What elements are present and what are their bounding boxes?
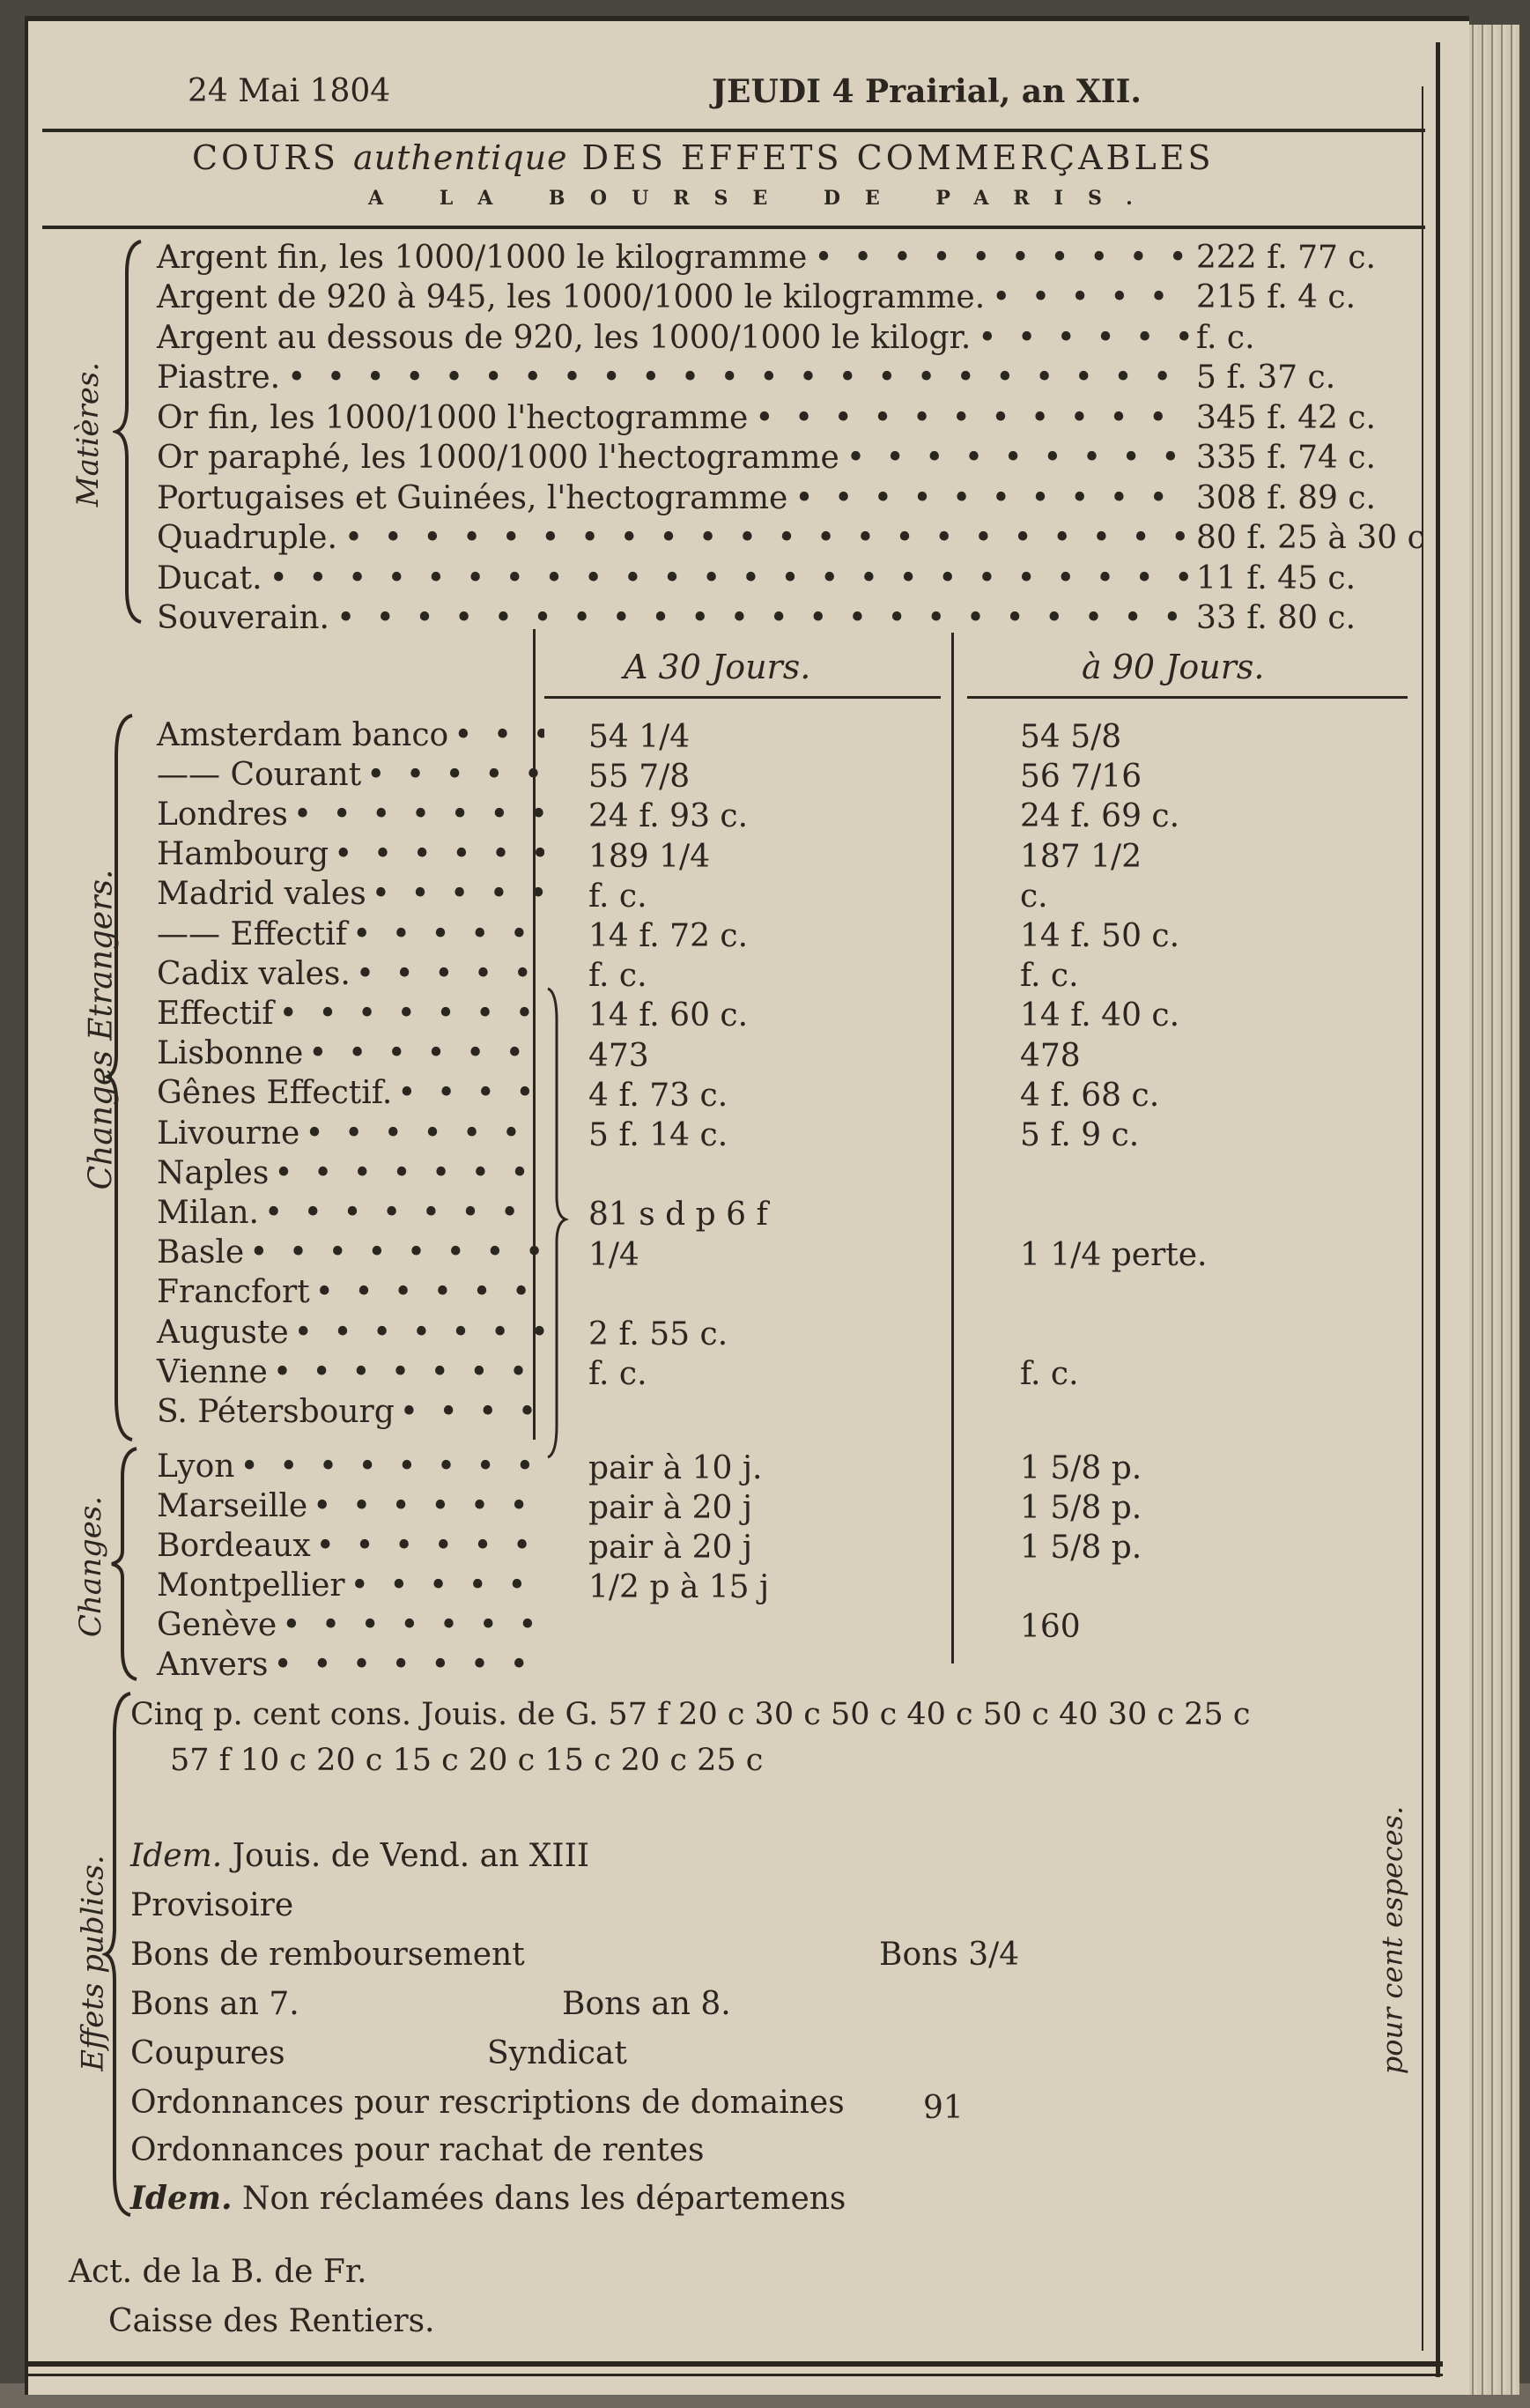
changes-row-label-cell	[157, 1526, 544, 1565]
etrangers-row-label: Gênes Effectif.	[157, 1075, 393, 1112]
etrangers-row-90-days: 1 1/4 perte.	[1020, 1236, 1208, 1273]
etrangers-row-90-days: 14 f. 50 c.	[1020, 918, 1180, 954]
dot-leader	[372, 876, 544, 912]
frame-left	[25, 16, 28, 2395]
dot-leader	[366, 757, 544, 793]
dot-leader	[356, 956, 544, 992]
etrangers-row-label-cell	[157, 1392, 544, 1431]
column-90-days-heading: à 90 Jours.	[1082, 648, 1265, 686]
changes-row-label: Anvers	[157, 1646, 269, 1683]
changes-row-label: Marseille	[157, 1487, 308, 1524]
bons-an-7: Bons an 7.	[130, 1986, 299, 2022]
etrangers-row-label: —— Courant	[157, 756, 362, 793]
dot-leader	[336, 600, 1189, 636]
etrangers-row-label: Milan.	[157, 1194, 259, 1231]
title-start: COURS	[192, 138, 339, 177]
etrangers-row-30-days: 2 f. 55 c.	[588, 1316, 728, 1352]
etrangers-row-label-cell	[157, 1034, 544, 1073]
matieres-row	[157, 519, 1425, 558]
dot-leader	[334, 836, 544, 872]
dot-leader	[274, 1647, 544, 1683]
cinq-pour-cent-line-1: Cinq p. cent cons. Jouis. de G. 57 f 20 c 30 c 50 c 40 c 50 c 40 30 c 25 c	[130, 1697, 1251, 1732]
dot-leader	[315, 1274, 544, 1310]
column-heading-rule-right	[967, 696, 1408, 699]
etrangers-row-label-cell	[157, 755, 544, 794]
bons-remboursement-line: Bons de remboursement	[130, 1937, 525, 1973]
effets-publics-side-note: pour cent especes.	[1375, 1805, 1409, 2075]
matieres-row-price: 308 f. 89 c.	[1196, 479, 1376, 516]
etrangers-row-label-cell	[157, 1313, 544, 1352]
etrangers-row-30-days: f. c.	[588, 958, 647, 995]
matieres-row-price: 335 f. 74 c.	[1196, 440, 1376, 476]
etrangers-row-label-cell	[157, 1074, 544, 1113]
dot-leader	[282, 1607, 544, 1643]
title-rule	[42, 226, 1425, 229]
dot-leader	[795, 480, 1189, 516]
etrangers-row-label: Amsterdam banco	[157, 716, 449, 753]
dot-leader	[293, 796, 544, 833]
etrangers-row-30-days: 473	[588, 1037, 649, 1074]
changes-row-30-days: pair à 20 j	[588, 1530, 752, 1566]
etrangers-row-30-days: 14 f. 60 c.	[588, 997, 749, 1034]
changes-row-label-cell	[157, 1447, 544, 1486]
matieres-row	[157, 359, 1425, 397]
idem-non-reclamees-line	[130, 2180, 846, 2217]
ordonnances-rescriptions: Ordonnances pour rescriptions de domaines	[130, 2085, 845, 2121]
idem-vendemiaire-line	[130, 1838, 589, 1874]
changes-row-label-cell	[157, 1486, 544, 1525]
dot-leader	[273, 1354, 544, 1390]
title-end: DES EFFETS COMMERÇABLES	[581, 138, 1215, 177]
etrangers-row-90-days: 54 5/8	[1020, 719, 1122, 755]
dot-leader	[352, 916, 544, 952]
etrangers-row-label: Cadix vales.	[157, 955, 351, 992]
etrangers-row-label-cell	[157, 954, 544, 993]
etrangers-row-90-days: 478	[1020, 1037, 1081, 1074]
matieres-row-price: 33 f. 80 c.	[1196, 600, 1356, 636]
matieres-row	[157, 599, 1425, 638]
etrangers-row-label-cell	[157, 1234, 544, 1272]
dot-leader	[400, 1394, 544, 1430]
matieres-section-label: Matières.	[70, 361, 107, 508]
dot-leader	[316, 1528, 544, 1564]
etrangers-row-30-days: 14 f. 72 c.	[588, 918, 749, 954]
etrangers-row-label-cell	[157, 715, 544, 754]
etrangers-row-label-cell	[157, 835, 544, 874]
changes-row-label-cell	[157, 1645, 544, 1684]
dot-leader	[313, 1488, 544, 1524]
etrangers-row-30-days: 1/4	[588, 1236, 639, 1273]
etrangers-row-label: S. Pétersbourg	[157, 1393, 395, 1430]
header-rule	[42, 129, 1425, 132]
etrangers-row-90-days: 56 7/16	[1020, 759, 1142, 796]
matieres-row-label: Piastre.	[157, 359, 281, 396]
etrangers-row-30-days: 54 1/4	[588, 719, 691, 755]
etrangers-row-label: Effectif	[157, 995, 274, 1032]
matieres-row-price: 215 f. 4 c.	[1196, 279, 1356, 315]
etrangers-row-30-days: 189 1/4	[588, 838, 711, 875]
dot-leader	[308, 1035, 544, 1071]
dot-leader	[846, 440, 1189, 476]
etrangers-row-label: Hambourg	[157, 836, 329, 873]
matieres-row	[157, 238, 1425, 277]
etrangers-row-label-cell	[157, 1352, 544, 1391]
changes-row-90-days: 1 5/8 p.	[1020, 1450, 1142, 1486]
etrangers-row-label: Madrid vales	[157, 876, 366, 913]
dot-leader	[992, 279, 1189, 315]
etrangers-row-label: —— Effectif	[157, 915, 348, 952]
page-subtitle: A LA BOURSE DE PARIS.	[368, 187, 1157, 210]
dot-leader	[287, 359, 1189, 396]
etrangers-row-label-cell	[157, 1273, 544, 1312]
etrangers-row-90-days: 187 1/2	[1020, 838, 1142, 875]
etrangers-row-label-cell	[157, 1114, 544, 1152]
idem2-label: Idem.	[130, 2180, 233, 2217]
dot-leader	[270, 560, 1189, 596]
etrangers-row-label: Auguste	[157, 1314, 289, 1351]
changes-section-label: Changes.	[73, 1495, 109, 1638]
changes-etrangers-right-brace	[544, 985, 571, 1461]
matieres-row	[157, 478, 1425, 517]
idem2-text: Non réclamées dans les départemens	[242, 2181, 846, 2217]
idem-label: Idem.	[130, 1838, 223, 1874]
dot-leader	[978, 320, 1189, 356]
etrangers-row-30-days: 81 s d p 6 f	[588, 1197, 768, 1234]
dot-leader	[351, 1567, 544, 1604]
changes-row-90-days: 160	[1020, 1609, 1081, 1645]
frame-right	[1436, 42, 1440, 2377]
matieres-row-price: f. c.	[1196, 319, 1255, 356]
changes-row-90-days: 1 5/8 p.	[1020, 1530, 1142, 1566]
changes-row-label-cell	[157, 1566, 544, 1604]
bons-an-8: Bons an 8.	[562, 1986, 731, 2022]
matieres-row-label: Argent au dessous de 920, les 1000/1000 le kilogr.	[157, 319, 972, 356]
matieres-row-label: Argent fin, les 1000/1000 le kilogramme	[157, 239, 808, 276]
changes-row-label: Bordeaux	[157, 1527, 311, 1564]
ordonnances-rachat: Ordonnances pour rachat de rentes	[130, 2132, 705, 2168]
etrangers-row-label-cell	[157, 915, 544, 953]
etrangers-row-90-days: 24 f. 69 c.	[1020, 798, 1180, 835]
ordonnances-rescriptions-value: 91	[923, 2090, 964, 2126]
matieres-row-price: 222 f. 77 c.	[1196, 239, 1376, 276]
etrangers-row-90-days: 5 f. 9 c.	[1020, 1117, 1140, 1153]
etrangers-row-label-cell	[157, 875, 544, 914]
changes-etrangers-section-label: Changes Etrangers.	[83, 869, 120, 1190]
dot-leader	[240, 1449, 544, 1485]
changes-row-30-days: pair à 20 j	[588, 1490, 752, 1526]
etrangers-row-label-cell	[157, 795, 544, 834]
matieres-row-label: Quadruple.	[157, 520, 337, 556]
matieres-row-price: 345 f. 42 c.	[1196, 399, 1376, 436]
etrangers-row-label: Livourne	[157, 1115, 300, 1152]
dot-leader	[249, 1234, 544, 1271]
coupures: Coupures	[130, 2035, 285, 2071]
etrangers-row-90-days: f. c.	[1020, 1356, 1079, 1393]
etrangers-row-label-cell	[157, 1193, 544, 1232]
header-date: 24 Mai 1804	[188, 73, 391, 109]
etrangers-row-30-days: f. c.	[588, 878, 647, 915]
cinq-pour-cent-line-2: 57 f 10 c 20 c 15 c 20 c 15 c 20 c 25 c	[170, 1743, 764, 1778]
document-page	[25, 16, 1469, 2395]
matieres-brace	[113, 238, 148, 626]
page-title	[192, 138, 1215, 177]
effets-publics-section-label: Effets publics.	[75, 1855, 111, 2071]
column-heading-rule-left	[544, 696, 941, 699]
bons-trois-quarts: Bons 3/4	[879, 1937, 1020, 1973]
dot-leader	[814, 240, 1189, 276]
matieres-row-label: Or fin, les 1000/1000 l'hectogramme	[157, 399, 749, 436]
actions-banque-de-france: Act. de la B. de Fr.	[69, 2254, 367, 2290]
etrangers-row-30-days: 55 7/8	[588, 759, 691, 796]
changes-row-90-days: 1 5/8 p.	[1020, 1490, 1142, 1526]
matieres-row-label: Souverain.	[157, 600, 329, 636]
column-30-days-heading: A 30 Jours.	[624, 648, 811, 686]
etrangers-row-label: Francfort	[157, 1274, 310, 1311]
idem-text: Jouis. de Vend. an XIII	[232, 1838, 590, 1874]
title-italic: authentique	[353, 138, 568, 177]
frame-bottom-2	[25, 2374, 1443, 2376]
dot-leader	[344, 520, 1189, 556]
caisse-des-rentiers: Caisse des Rentiers.	[108, 2303, 435, 2339]
matieres-row-label: Argent de 920 à 945, les 1000/1000 le kilogramme.	[157, 279, 986, 315]
changes-row-30-days: 1/2 p à 15 j	[588, 1569, 770, 1605]
header-republican-date: JEUDI 4 Prairial, an XII.	[712, 73, 1142, 110]
etrangers-row-90-days: 14 f. 40 c.	[1020, 997, 1180, 1034]
etrangers-row-label: Naples	[157, 1154, 270, 1191]
etrangers-row-label: Londres	[157, 796, 288, 833]
frame-top	[25, 16, 1469, 21]
etrangers-row-90-days: 4 f. 68 c.	[1020, 1077, 1160, 1114]
matieres-row	[157, 318, 1425, 357]
dot-leader	[274, 1155, 544, 1191]
syndicat: Syndicat	[487, 2035, 627, 2071]
matieres-row-price: 5 f. 37 c.	[1196, 359, 1336, 396]
etrangers-row-90-days: f. c.	[1020, 958, 1079, 995]
etrangers-row-label-cell	[157, 994, 544, 1033]
matieres-row-label: Or paraphé, les 1000/1000 l'hectogramme	[157, 440, 839, 476]
provisoire-line: Provisoire	[130, 1887, 294, 1923]
etrangers-row-30-days: 24 f. 93 c.	[588, 798, 749, 835]
changes-brace	[108, 1445, 144, 1683]
dot-leader	[305, 1115, 544, 1152]
dot-leader	[294, 1315, 544, 1351]
etrangers-row-label: Lisbonne	[157, 1035, 304, 1072]
matieres-row	[157, 278, 1425, 317]
matieres-row-label: Ducat.	[157, 559, 262, 596]
matieres-row-price: 80 f. 25 à 30 c	[1196, 520, 1425, 556]
dot-leader	[755, 400, 1189, 436]
column-divider-mid	[951, 633, 954, 1663]
etrangers-row-90-days: c.	[1020, 878, 1048, 915]
frame-bottom	[25, 2361, 1443, 2367]
matieres-row-label: Portugaises et Guinées, l'hectogramme	[157, 479, 788, 516]
etrangers-row-30-days: 4 f. 73 c.	[588, 1077, 728, 1114]
changes-row-label: Montpellier	[157, 1567, 345, 1604]
etrangers-row-label: Basle	[157, 1234, 245, 1271]
dot-leader	[264, 1195, 544, 1231]
dot-leader	[454, 717, 544, 753]
changes-row-30-days: pair à 10 j.	[588, 1450, 763, 1486]
matieres-row	[157, 559, 1425, 597]
matieres-row	[157, 398, 1425, 437]
etrangers-row-30-days: f. c.	[588, 1356, 647, 1393]
etrangers-row-label-cell	[157, 1153, 544, 1192]
dot-leader	[279, 996, 544, 1032]
etrangers-row-30-days: 5 f. 14 c.	[588, 1117, 728, 1153]
matieres-row	[157, 439, 1425, 478]
dot-leader	[397, 1075, 544, 1111]
changes-row-label: Lyon	[157, 1448, 235, 1485]
changes-row-label-cell	[157, 1605, 544, 1644]
etrangers-row-label: Vienne	[157, 1353, 268, 1390]
matieres-row-price: 11 f. 45 c.	[1196, 559, 1356, 596]
changes-row-label: Genève	[157, 1606, 277, 1643]
